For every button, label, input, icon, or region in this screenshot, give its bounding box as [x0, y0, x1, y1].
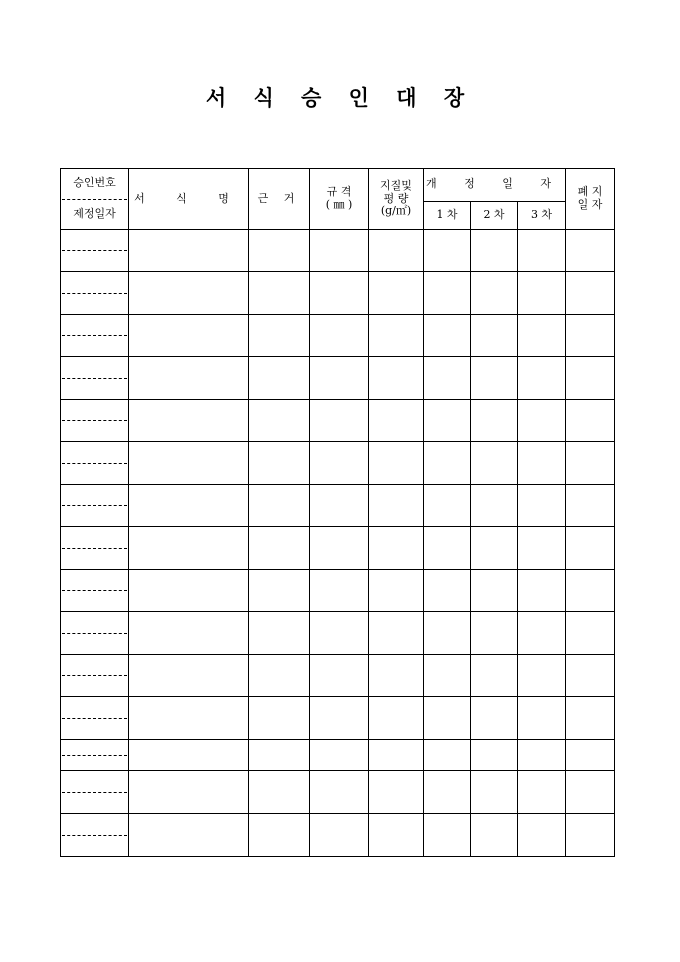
revision-3-cell[interactable]	[518, 272, 566, 315]
enactment-date-cell[interactable]	[61, 634, 128, 655]
approval-no-enactment-date-cell[interactable]	[61, 697, 129, 740]
paper-weight-cell[interactable]	[369, 272, 424, 315]
revision-2-cell[interactable]	[471, 400, 518, 442]
revision-1-cell[interactable]	[424, 771, 471, 814]
revision-2-cell[interactable]	[471, 272, 518, 315]
abolish-date-cell[interactable]	[566, 400, 615, 442]
form-name-cell[interactable]	[129, 697, 249, 740]
ledger-row	[61, 357, 615, 400]
revision-3-cell[interactable]	[518, 655, 566, 697]
approval-no-enactment-date-cell[interactable]	[61, 655, 129, 697]
basis-cell[interactable]	[249, 612, 310, 655]
ledger-row	[61, 272, 615, 315]
spec-cell[interactable]	[310, 570, 369, 612]
approval-no-enactment-date-cell[interactable]	[61, 527, 129, 570]
abolish-date-cell[interactable]	[566, 527, 615, 570]
revision-1-cell[interactable]	[424, 612, 471, 655]
ledger-row	[61, 570, 615, 612]
approval-no-enactment-date-header	[61, 169, 129, 230]
revision-1-cell[interactable]	[424, 315, 471, 357]
enactment-date-cell[interactable]	[61, 336, 128, 356]
revision-3-cell[interactable]	[518, 230, 566, 272]
basis-cell[interactable]	[249, 230, 310, 272]
form-name-cell[interactable]	[129, 655, 249, 697]
spec-cell[interactable]	[310, 655, 369, 697]
form-name-cell[interactable]	[129, 400, 249, 442]
approval-no-enactment-date-cell[interactable]	[61, 315, 129, 357]
abolish-date-cell[interactable]	[566, 357, 615, 400]
abolish-date-cell[interactable]	[566, 655, 615, 697]
spec-cell[interactable]	[310, 230, 369, 272]
revision-1-cell[interactable]	[424, 655, 471, 697]
basis-header: 근 거	[249, 169, 310, 230]
revision-3-cell[interactable]	[518, 442, 566, 485]
abolish-date-cell[interactable]	[566, 612, 615, 655]
basis-cell[interactable]	[249, 485, 310, 527]
ledger-row	[61, 814, 615, 857]
revision-3-cell[interactable]	[518, 570, 566, 612]
paper-weight-header	[369, 169, 424, 230]
revision-1-cell[interactable]	[424, 230, 471, 272]
approval-no-cell[interactable]	[62, 771, 127, 793]
ledger-row	[61, 612, 615, 655]
spec-cell[interactable]	[310, 612, 369, 655]
enactment-date-cell[interactable]	[61, 421, 128, 441]
revision-1-cell[interactable]	[424, 697, 471, 740]
document-title: 서 식 승 인 대 장	[205, 86, 475, 110]
paper-weight-cell[interactable]	[369, 230, 424, 272]
approval-no-cell[interactable]	[62, 612, 127, 634]
abolish-date-cell[interactable]	[566, 272, 615, 315]
revision-3-cell[interactable]	[518, 740, 566, 771]
abolish-date-cell[interactable]	[566, 740, 615, 771]
approval-no-enactment-date-cell[interactable]	[61, 485, 129, 527]
approval-no-header: 승인번호	[62, 169, 127, 200]
revision-2-header: 2 차	[471, 201, 518, 229]
spec-header-line2: ( ㎜ )	[325, 198, 353, 211]
approval-no-cell[interactable]	[62, 357, 127, 379]
basis-cell[interactable]	[249, 740, 310, 771]
revision-2-cell[interactable]	[471, 570, 518, 612]
basis-cell[interactable]	[249, 527, 310, 570]
spec-cell[interactable]	[310, 485, 369, 527]
approval-no-cell[interactable]	[62, 740, 127, 756]
revision-1-header: 1 차	[424, 201, 471, 229]
basis-cell[interactable]	[249, 400, 310, 442]
enactment-date-cell[interactable]	[61, 464, 128, 485]
revision-3-cell[interactable]	[518, 400, 566, 442]
form-name-cell[interactable]	[129, 771, 249, 814]
basis-cell[interactable]	[249, 442, 310, 485]
approval-no-cell[interactable]	[62, 272, 127, 294]
ledger-body	[61, 230, 615, 857]
basis-cell[interactable]	[249, 570, 310, 612]
abolish-date-header	[566, 169, 615, 230]
enactment-date-cell[interactable]	[61, 836, 128, 857]
revision-1-cell[interactable]	[424, 814, 471, 857]
revision-2-cell[interactable]	[471, 442, 518, 485]
basis-cell[interactable]	[249, 814, 310, 857]
revision-3-cell[interactable]	[518, 697, 566, 740]
form-name-cell[interactable]	[129, 442, 249, 485]
paper-weight-header-line2: 평 량	[383, 191, 409, 205]
revision-3-cell[interactable]	[518, 771, 566, 814]
revision-1-cell[interactable]	[424, 570, 471, 612]
paper-weight-cell[interactable]	[369, 740, 424, 771]
paper-weight-cell[interactable]	[369, 442, 424, 485]
revision-1-cell[interactable]	[424, 357, 471, 400]
approval-no-cell[interactable]	[62, 485, 127, 506]
basis-cell[interactable]	[249, 315, 310, 357]
enactment-date-cell[interactable]	[61, 756, 128, 771]
approval-no-cell[interactable]	[62, 814, 127, 836]
paper-weight-cell[interactable]	[369, 697, 424, 740]
approval-no-enactment-date-cell[interactable]	[61, 400, 129, 442]
spec-header-line1: 규 격	[326, 185, 352, 199]
abolish-date-cell[interactable]	[566, 442, 615, 485]
spec-cell[interactable]	[310, 442, 369, 485]
approval-no-enactment-date-cell[interactable]	[61, 442, 129, 485]
paper-weight-cell[interactable]	[369, 655, 424, 697]
approval-no-cell[interactable]	[62, 527, 127, 549]
revision-2-cell[interactable]	[471, 814, 518, 857]
enactment-date-cell[interactable]	[61, 591, 128, 611]
abolish-date-header-line2: 일 자	[577, 198, 603, 211]
form-name-cell[interactable]	[129, 570, 249, 612]
form-name-cell[interactable]	[129, 527, 249, 570]
form-name-cell[interactable]	[129, 230, 249, 272]
basis-cell[interactable]	[249, 697, 310, 740]
revision-1-cell[interactable]	[424, 740, 471, 771]
abolish-date-cell[interactable]	[566, 570, 615, 612]
approval-no-enactment-date-cell[interactable]	[61, 570, 129, 612]
revision-2-cell[interactable]	[471, 771, 518, 814]
spec-cell[interactable]	[310, 400, 369, 442]
paper-weight-header-line1: 지질및	[380, 179, 412, 193]
revision-1-cell[interactable]	[424, 442, 471, 485]
spec-cell[interactable]	[310, 527, 369, 570]
revision-2-cell[interactable]	[471, 357, 518, 400]
form-name-cell[interactable]	[129, 272, 249, 315]
spec-cell[interactable]	[310, 272, 369, 315]
revision-1-cell[interactable]	[424, 527, 471, 570]
enactment-date-cell[interactable]	[61, 676, 128, 696]
spec-cell[interactable]	[310, 697, 369, 740]
revision-date-header: 개 정 일 자	[424, 169, 566, 202]
paper-weight-cell[interactable]	[369, 315, 424, 357]
ledger-row	[61, 697, 615, 740]
abolish-date-cell[interactable]	[566, 485, 615, 527]
revision-2-cell[interactable]	[471, 527, 518, 570]
ledger-row	[61, 485, 615, 527]
abolish-date-cell[interactable]	[566, 697, 615, 740]
revision-3-cell[interactable]	[518, 814, 566, 857]
approval-no-cell[interactable]	[62, 655, 127, 676]
revision-2-cell[interactable]	[471, 315, 518, 357]
approval-no-cell[interactable]	[62, 315, 127, 336]
form-name-cell[interactable]	[129, 612, 249, 655]
enactment-date-cell[interactable]	[61, 251, 128, 271]
paper-weight-cell[interactable]	[369, 570, 424, 612]
spec-cell[interactable]	[310, 357, 369, 400]
paper-weight-cell[interactable]	[369, 814, 424, 857]
spec-header	[310, 169, 369, 230]
form-name-cell[interactable]	[129, 357, 249, 400]
revision-1-cell[interactable]	[424, 272, 471, 315]
revision-2-cell[interactable]	[471, 740, 518, 771]
approval-no-enactment-date-cell[interactable]	[61, 771, 129, 814]
revision-3-header: 3 차	[518, 201, 566, 229]
enactment-date-header: 제정일자	[73, 206, 116, 220]
form-name-cell[interactable]	[129, 814, 249, 857]
abolish-date-cell[interactable]	[566, 230, 615, 272]
paper-weight-cell[interactable]	[369, 400, 424, 442]
spec-cell[interactable]	[310, 771, 369, 814]
revision-1-cell[interactable]	[424, 485, 471, 527]
ledger-row	[61, 771, 615, 814]
enactment-date-cell[interactable]	[61, 379, 128, 400]
form-approval-ledger-table	[60, 168, 615, 857]
revision-2-cell[interactable]	[471, 697, 518, 740]
abolish-date-header-line1: 폐 지	[577, 185, 603, 199]
basis-cell[interactable]	[249, 655, 310, 697]
revision-2-cell[interactable]	[471, 655, 518, 697]
ledger-row	[61, 655, 615, 697]
basis-cell[interactable]	[249, 272, 310, 315]
abolish-date-cell[interactable]	[566, 315, 615, 357]
revision-3-cell[interactable]	[518, 485, 566, 527]
enactment-date-cell[interactable]	[61, 294, 128, 315]
abolish-date-cell[interactable]	[566, 771, 615, 814]
spec-cell[interactable]	[310, 315, 369, 357]
enactment-date-cell[interactable]	[61, 549, 128, 570]
paper-weight-cell[interactable]	[369, 357, 424, 400]
form-name-cell[interactable]	[129, 315, 249, 357]
approval-no-cell[interactable]	[62, 442, 127, 464]
approval-no-cell[interactable]	[62, 570, 127, 591]
approval-no-enactment-date-cell[interactable]	[61, 814, 129, 857]
basis-cell[interactable]	[249, 357, 310, 400]
paper-weight-cell[interactable]	[369, 527, 424, 570]
approval-no-enactment-date-cell[interactable]	[61, 740, 129, 771]
form-name-cell[interactable]	[129, 740, 249, 771]
revision-3-cell[interactable]	[518, 357, 566, 400]
spec-cell[interactable]	[310, 814, 369, 857]
enactment-date-cell[interactable]	[61, 793, 128, 814]
ledger-row	[61, 400, 615, 442]
revision-3-cell[interactable]	[518, 315, 566, 357]
spec-cell[interactable]	[310, 740, 369, 771]
ledger-row	[61, 527, 615, 570]
enactment-date-cell[interactable]	[61, 719, 128, 740]
revision-2-cell[interactable]	[471, 485, 518, 527]
revision-1-cell[interactable]	[424, 400, 471, 442]
abolish-date-cell[interactable]	[566, 814, 615, 857]
enactment-date-cell[interactable]	[61, 506, 128, 526]
revision-3-cell[interactable]	[518, 527, 566, 570]
revision-2-cell[interactable]	[471, 230, 518, 272]
approval-no-enactment-date-cell[interactable]	[61, 612, 129, 655]
paper-weight-cell[interactable]	[369, 771, 424, 814]
approval-no-enactment-date-cell[interactable]	[61, 272, 129, 315]
approval-no-enactment-date-cell[interactable]	[61, 230, 129, 272]
approval-no-cell[interactable]	[62, 400, 127, 421]
ledger-row	[61, 230, 615, 272]
basis-cell[interactable]	[249, 771, 310, 814]
approval-no-cell[interactable]	[62, 697, 127, 719]
ledger-row	[61, 315, 615, 357]
form-name-cell[interactable]	[129, 485, 249, 527]
ledger-row	[61, 740, 615, 771]
paper-weight-header-line3: (g/㎡)	[380, 204, 412, 218]
approval-no-enactment-date-cell[interactable]	[61, 357, 129, 400]
approval-no-cell[interactable]	[62, 230, 127, 251]
form-name-header: 서 식 명	[129, 169, 249, 230]
ledger-row	[61, 442, 615, 485]
revision-2-cell[interactable]	[471, 612, 518, 655]
paper-weight-cell[interactable]	[369, 612, 424, 655]
paper-weight-cell[interactable]	[369, 485, 424, 527]
revision-3-cell[interactable]	[518, 612, 566, 655]
